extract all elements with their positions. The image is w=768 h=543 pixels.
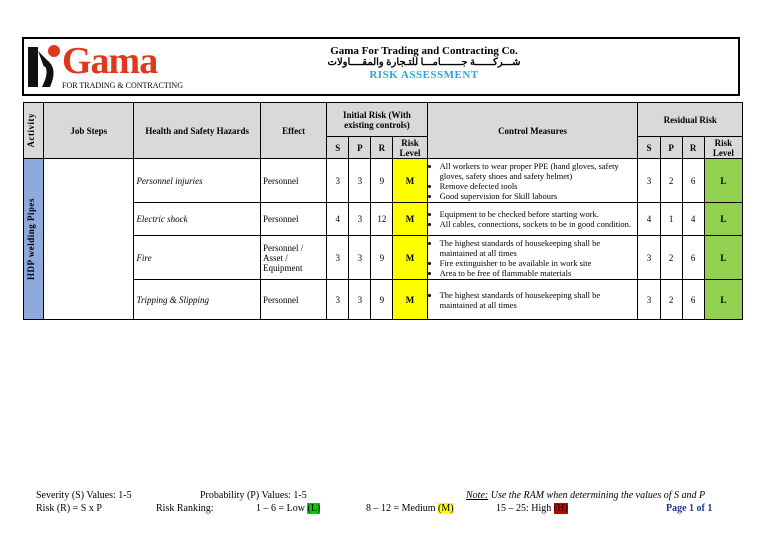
initial-r-header: R (371, 137, 393, 159)
ranking-label: Risk Ranking: (156, 503, 214, 514)
logo-mark-icon (28, 43, 62, 89)
ranking-low: 1 – 6 = Low (L) (256, 503, 321, 514)
residual-p-cell: 1 (660, 203, 682, 236)
residual-level-header: Risk Level (704, 137, 742, 159)
note-label: Note: (466, 490, 489, 501)
residual-p-header: P (660, 137, 682, 159)
residual-level-cell: L (704, 203, 742, 236)
residual-s-cell: 3 (638, 236, 660, 280)
control-item: • The highest standards of housekeeping shall be maintained at all times (440, 290, 636, 310)
residual-s-cell: 3 (638, 159, 660, 203)
initial-r-cell: 9 (371, 159, 393, 203)
residual-s-header: S (638, 137, 660, 159)
risk-formula: Risk (R) = S x P (36, 503, 102, 514)
page-indicator: Page 1 of 1 (666, 503, 713, 514)
control-item: • Good supervision for Skill labours (440, 191, 636, 201)
initial-level-cell: M (393, 159, 427, 203)
activity-header: Activity (24, 103, 44, 159)
control-measures-header: Control Measures (427, 103, 638, 159)
control-item: • All workers to wear proper PPE (hand gloves, safety gloves, safety shoes and safety helmet) (440, 161, 636, 181)
residual-p-cell: 2 (660, 236, 682, 280)
page-number: 1 (689, 503, 695, 514)
note-text: Use the RAM when determining the values of S and P (490, 490, 706, 501)
residual-r-header: R (682, 137, 704, 159)
initial-s-cell: 3 (327, 159, 349, 203)
initial-risk-header: Initial Risk (With existing controls) (327, 103, 427, 137)
residual-r-cell: 6 (682, 159, 704, 203)
ranking-high: 15 – 25: High (H) (496, 503, 568, 514)
residual-level-cell: L (704, 159, 742, 203)
control-item: • Equipment to be checked before starting work. (440, 209, 636, 219)
initial-level-cell: M (393, 280, 427, 320)
residual-s-cell: 4 (638, 203, 660, 236)
initial-p-cell: 3 (349, 236, 371, 280)
initial-s-cell: 3 (327, 280, 349, 320)
table-row (24, 159, 743, 203)
effect-cell: Personnel (260, 203, 326, 236)
residual-s-cell: 3 (638, 280, 660, 320)
residual-r-cell: 6 (682, 236, 704, 280)
initial-s-cell: 4 (327, 203, 349, 236)
document-header (22, 37, 740, 96)
initial-s-header: S (327, 137, 349, 159)
document-title: RISK ASSESSMENT (369, 69, 479, 81)
controls-cell (427, 236, 638, 280)
company-name-arabic: شـــركــــــة جـــــــامـــا للتـجارة والمقــــاولات (327, 57, 521, 68)
residual-r-cell: 4 (682, 203, 704, 236)
document-footer (36, 490, 736, 516)
logo-tagline: FOR TRADING & CONTRACTING (62, 81, 183, 90)
risk-assessment-table (23, 102, 743, 320)
initial-p-cell: 3 (349, 280, 371, 320)
residual-level-cell: L (704, 236, 742, 280)
job-steps-header: Job Steps (44, 103, 134, 159)
ram-note (466, 490, 705, 501)
initial-p-cell: 3 (349, 203, 371, 236)
high-badge: (H) (553, 503, 568, 514)
effect-header: Effect (260, 103, 326, 159)
initial-s-cell: 3 (327, 236, 349, 280)
effect-cell: Personnel (260, 280, 326, 320)
initial-p-header: P (349, 137, 371, 159)
control-item: • Area to be free of flammable materials (440, 268, 636, 278)
page-total: 1 (707, 503, 713, 514)
control-item: • Remove defected tools (440, 181, 636, 191)
hazard-cell: Fire (134, 236, 261, 280)
control-item: • All cables, connections, sockets to be in good condition. (440, 219, 636, 229)
controls-cell (427, 203, 638, 236)
probability-values: Probability (P) Values: 1-5 (200, 490, 307, 501)
footer-row-2 (36, 503, 736, 516)
company-logo (26, 40, 183, 93)
initial-level-header: Risk Level (393, 137, 427, 159)
job-steps-cell (44, 159, 134, 320)
footer-row-1 (36, 490, 736, 503)
residual-level-cell: L (704, 280, 742, 320)
residual-r-cell: 6 (682, 280, 704, 320)
control-item: • The highest standards of housekeeping shall be maintained at all times (440, 238, 636, 258)
residual-risk-header: Residual Risk (638, 103, 743, 137)
residual-p-cell: 2 (660, 280, 682, 320)
initial-r-cell: 9 (371, 280, 393, 320)
effect-cell: Personnel / Asset / Equipment (260, 236, 326, 280)
hazard-cell: Tripping & Slipping (134, 280, 261, 320)
company-name: Gama For Trading and Contracting Co. (330, 45, 518, 57)
hazard-cell: Electric shock (134, 203, 261, 236)
controls-cell (427, 159, 638, 203)
initial-level-cell: M (393, 203, 427, 236)
control-item: • Fire extinguisher to be available in work site (440, 258, 636, 268)
hazard-cell: Personnel injuries (134, 159, 261, 203)
initial-r-cell: 12 (371, 203, 393, 236)
low-badge: (L) (307, 503, 321, 514)
residual-p-cell: 2 (660, 159, 682, 203)
initial-level-cell: M (393, 236, 427, 280)
effect-cell: Personnel (260, 159, 326, 203)
initial-p-cell: 3 (349, 159, 371, 203)
activity-cell: HDP welding Pipes (24, 159, 44, 320)
logo-word: Gama (62, 40, 158, 82)
header-row-1 (24, 103, 743, 137)
controls-cell (427, 280, 638, 320)
ranking-medium: 8 – 12 = Medium (M) (366, 503, 454, 514)
hazards-header: Health and Safety Hazards (134, 103, 261, 159)
initial-r-cell: 9 (371, 236, 393, 280)
header-title-block (224, 45, 624, 81)
severity-values: Severity (S) Values: 1-5 (36, 490, 132, 501)
medium-badge: (M) (438, 503, 454, 514)
